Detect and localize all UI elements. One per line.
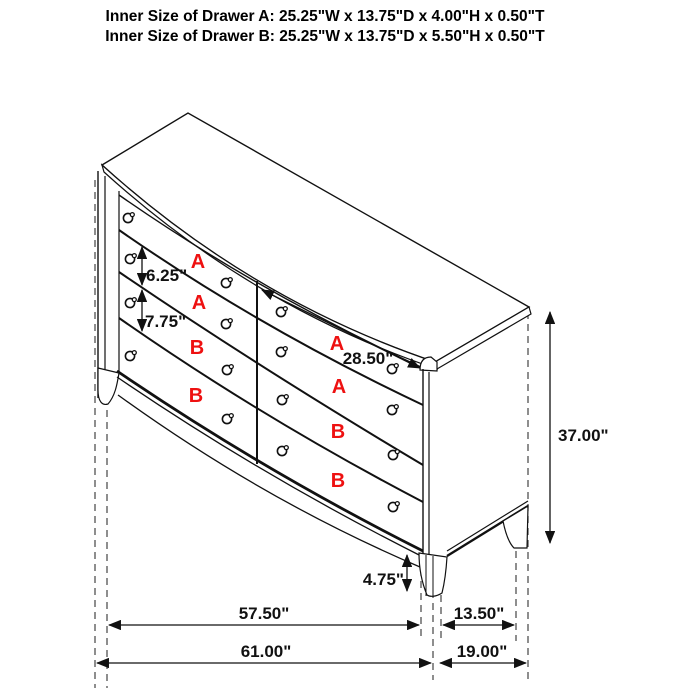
base-bottom-edge	[118, 395, 420, 567]
knob-icon	[276, 307, 287, 317]
knob-icon	[277, 446, 288, 456]
label-left-drawer-3: B	[189, 337, 205, 359]
knob-icon	[276, 347, 287, 357]
dim-label-leg-height: 4.75"	[362, 570, 404, 589]
label-right-drawer-1: A	[329, 333, 345, 355]
inner-size-drawer-b: Inner Size of Drawer B: 25.25"W x 13.75"D x 5.50"H x 0.50"T	[105, 28, 545, 45]
label-left-drawer-2: A	[191, 292, 207, 314]
label-right-drawer-4: B	[330, 470, 346, 492]
label-left-drawer-4: B	[188, 385, 204, 407]
base-molding-upper	[117, 371, 423, 551]
dim-label-side-depth: 13.50"	[453, 604, 505, 623]
front-left-leg	[98, 368, 119, 404]
knob-icon	[125, 351, 136, 361]
dim-label-overall-height: 37.00"	[558, 426, 609, 445]
left-post	[98, 171, 119, 404]
knob-icon	[123, 213, 134, 223]
dim-label-overall-depth: 19.00"	[456, 642, 508, 661]
label-right-drawer-3: B	[330, 421, 346, 443]
knob-icon	[387, 405, 398, 415]
back-right-leg	[503, 506, 528, 548]
dim-label-overall-width: 61.00"	[240, 642, 292, 661]
knob-icon	[222, 414, 233, 424]
dim-label-drawer-b-height: 7.75"	[145, 312, 187, 331]
dim-label-drawer-a-height: 6.25"	[146, 266, 188, 285]
knob-icon	[388, 502, 399, 512]
knob-icon	[222, 365, 233, 375]
dim-label-front-width: 57.50"	[238, 604, 290, 623]
knob-icon	[125, 254, 136, 264]
label-right-drawer-2: A	[331, 376, 347, 398]
knob-icon	[125, 298, 136, 308]
inner-size-header	[0, 7, 650, 47]
label-left-drawer-1: A	[190, 251, 206, 273]
dim-label-drawer-width: 28.50"	[342, 349, 394, 368]
knob-icon	[221, 278, 232, 288]
right-side	[419, 501, 528, 596]
knob-icon	[277, 395, 288, 405]
knob-icon	[388, 450, 399, 460]
knob-icon	[221, 319, 232, 329]
inner-size-drawer-a: Inner Size of Drawer A: 25.25"W x 13.75"D x 4.00"H x 0.50"T	[105, 8, 545, 25]
